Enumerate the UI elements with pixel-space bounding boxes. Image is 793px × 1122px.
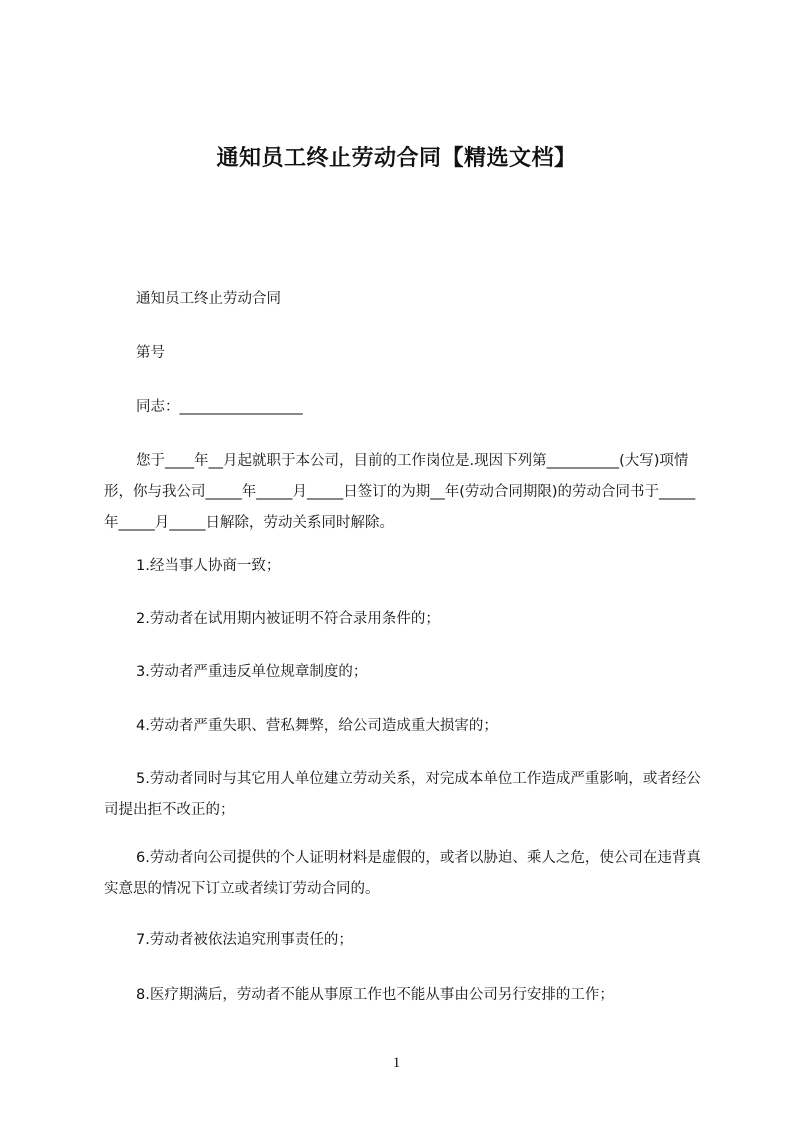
clause-2: 2.劳动者在试用期内被证明不符合录用条件的； <box>136 611 440 627</box>
clause-3: 3.劳动者严重违反单位规章制度的； <box>136 664 368 680</box>
document-title: 通知员工终止劳动合同【精选文档】 <box>216 146 577 171</box>
addressee-line: 同志：_________________ <box>136 399 303 415</box>
clause-7: 7.劳动者被依法追究刑事责任的； <box>136 932 353 948</box>
clause-5: 5.劳动者同时与其它用人单位建立劳动关系，对完成本单位工作造成严重影响，或者经公司提出拒不改正的； <box>104 771 701 818</box>
number-line: 第号 <box>136 345 165 361</box>
clause-8: 8.医疗期满后，劳动者不能从事原工作也不能从事由公司另行安排的工作； <box>136 987 614 1003</box>
clause-1: 1.经当事人协商一致； <box>136 558 281 574</box>
clause-4: 4.劳动者严重失职、营私舞弊，给公司造成重大损害的； <box>136 718 498 734</box>
intro-paragraph: 您于____年__月起就职于本公司，目前的工作岗位是.现因下列第__________(大写)项情形，你与我公司_____年_____月_____日签订的为期__年(劳动合同期限)的劳动合同书于_____年_____月_____日解除，劳动关系同时解除。 <box>104 453 696 531</box>
page-number: 1 <box>392 1055 401 1071</box>
clause-6: 6.劳动者向公司提供的个人证明材料是虚假的，或者以胁迫、乘人之危，使公司在违背真实意思的情况下订立或者续订劳动合同的。 <box>104 850 701 897</box>
subtitle: 通知员工终止劳动合同 <box>136 291 281 307</box>
